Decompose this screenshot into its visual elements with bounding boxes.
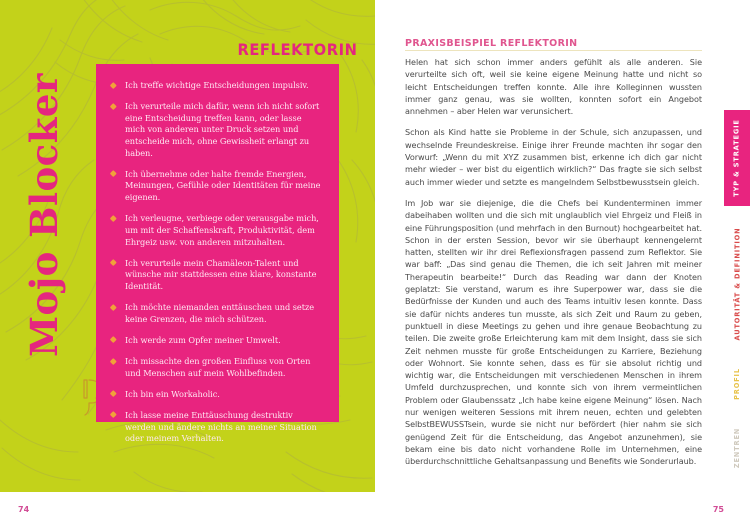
page-number-right: 75 <box>712 505 724 514</box>
diamond-bullet-icon <box>110 390 116 396</box>
diamond-bullet-icon <box>110 259 116 265</box>
tab-profil[interactable] <box>724 358 750 410</box>
list-item-text: Ich möchte niemanden enttäuschen und setze keine Grenzen, die mich schützen. <box>125 302 315 324</box>
section-label-reflektorin: REFLEKTORIN <box>236 40 357 59</box>
paragraph: Schon als Kind hatte sie Probleme in der Schule, sich anzupassen, und wechselnde Freundeskreise. Einige ihrer Freunde machten ihr sogar den Vorwurf: „Wenn du mit XYZ zusammen bist, erkenne ich dich gar nicht mehr wieder – wer bist du eigentlich wirklich?“ Das fragte sie sich selbst auch immer wieder und setzte es mangelndem Selbstbewusstsein gleich. <box>405 127 702 187</box>
mojo-blocker-bullet-list <box>96 64 339 459</box>
diamond-bullet-icon <box>110 170 116 176</box>
diamond-bullet-icon <box>110 82 116 88</box>
list-item-text: Ich werde zum Opfer meiner Umwelt. <box>125 334 281 345</box>
list-item <box>110 258 323 293</box>
tab-label: ZENTREN <box>733 427 742 469</box>
list-item <box>110 169 323 204</box>
diamond-bullet-icon <box>110 215 116 221</box>
diamond-bullet-icon <box>110 336 116 342</box>
right-page <box>375 0 750 532</box>
tab-typ-und-strategie[interactable] <box>724 110 750 206</box>
list-item-text: Ich verleugne, verbiege oder verausgabe mich, um mit der Schaffenskraft, Produktivität, dem Ehrgeiz usw. von anderen mitzuhalten. <box>125 213 319 247</box>
tab-label: AUTORITÄT & DEFINITION <box>733 227 741 341</box>
list-item <box>110 213 323 248</box>
diamond-bullet-icon <box>110 103 116 109</box>
list-item-text: Ich übernehme oder halte fremde Energien, Meinungen, Gefühle oder Identitäten für meine eigenen. <box>125 168 321 203</box>
list-item <box>110 335 323 347</box>
list-item-text: Ich bin ein Workaholic. <box>125 388 220 399</box>
list-item-text: Ich treffe wichtige Entscheidungen impulsiv. <box>125 80 309 90</box>
diamond-bullet-icon <box>110 304 116 310</box>
list-item-text: Ich lasse meine Enttäuschung destruktiv werden und ändere nichts an meiner Situation oder meinem Verhalten. <box>125 409 317 444</box>
list-item <box>110 80 323 92</box>
page-number-left: 74 <box>18 505 30 514</box>
paragraph: Im Job war sie diejenige, die die Chefs bei Kundenterminen immer dabeihaben wollten und die sich mit unglaublich viel Ehrgeiz und Fleiß in eine Führungsposition (und mehrfach in den Burnout) hochgearbeitet hat. Schon in der ersten Session, bevor wir sie überhaupt kennengelernt hatten, stellten wir ihr drei Reflexionsfragen passend zum Reflektor. Sie war baff: „Das sind genau die Themen, die ich seit Jahren mit meiner Therapeutin bearbeite!“ Durch das Reading war dann der Knoten geplatzt: Sie verstand, warum es ihre Superpower war, dass sie die Bedürfnisse der Kunden und auch des Teams intuitiv lesen konnte. Dass sie dafür nichts anderes tun musste, als sich Zeit und Raum zu geben, punktuell in diese Meetings zu gehen und ihre genaue Beobachtung zu teilen. Die zweite große Erleichterung kam mit dem Insight, dass sie sich Zeit nehmen musste für große Entscheidungen zu Karriere, Beziehung oder Wohnort. Sie konnte sehen, dass es für sie absolut richtig und wichtig war, die Entscheidungen mit verschiedenen Menschen in ihrem Umfeld durchzusprechen, und konnte sich von ihrem vermeintlichen Problem oder Glaubenssatz „Ich habe keine eigene Meinung“ lösen. Nach nur wenigen weiteren Sessions mit ihrem neuen, echten und gelebten SelbstBEWUSSTsein, wurde sie nicht nur befördert (hier nahm sie sich genügend Zeit für die Entscheidung, das Angebot anzunehmen), sie bekam eine bis dato nicht vorhandene Rolle im Unternehmen, eine überdurchschnittliche Gehaltsanpassung und Benefits wie Sonderurlaub. <box>405 197 702 467</box>
list-item <box>110 302 323 325</box>
tab-label: PROFIL <box>733 368 741 400</box>
list-item <box>110 356 323 379</box>
list-item <box>110 101 323 159</box>
tab-label: TYP & STRATEGIE <box>733 119 742 197</box>
list-item <box>110 410 323 445</box>
mojo-blocker-list-box <box>96 64 339 444</box>
list-item-text: Ich missachte den großen Einfluss von Orten und Menschen auf mein Wohlbefinden. <box>125 356 311 378</box>
tab-zentren[interactable] <box>724 418 750 478</box>
page-title-mojo-blocker: Mojo Blocker <box>22 73 66 357</box>
diamond-bullet-icon <box>110 412 116 418</box>
list-item <box>110 389 323 401</box>
tab-autoritaet-und-definition[interactable] <box>724 218 750 350</box>
chapter-tab-rail <box>724 0 750 532</box>
left-page-canvas <box>0 0 375 492</box>
diamond-bullet-icon <box>110 358 116 364</box>
list-item-text: Ich verurteile mein Chamäleon-Talent und wünsche mir stattdessen eine klare, konstante Identität. <box>125 257 317 291</box>
paragraph: Helen hat sich schon immer anders gefühlt als alle anderen. Sie verurteilte sich oft, weil sie keine eigene Meinung hatte und nicht so leicht Entscheidungen treffen konnte. Alle ihre Kolleginnen wussten immer ganz genau, was sie wollten, konnten sofort ein Angebot annehmen – aber Helen war verunsichert. <box>405 57 702 117</box>
section-heading-praxisbeispiel: PRAXISBEISPIEL REFLEKTORIN <box>405 38 578 49</box>
heading-divider <box>405 50 702 51</box>
body-text-column <box>405 56 702 468</box>
list-item-text: Ich verurteile mich dafür, wenn ich nicht sofort eine Entscheidung treffen kann, oder lasse mich von anderen unter Druck setzen und entscheide mich, ohne Gewissheit erlangt zu haben. <box>125 101 320 158</box>
